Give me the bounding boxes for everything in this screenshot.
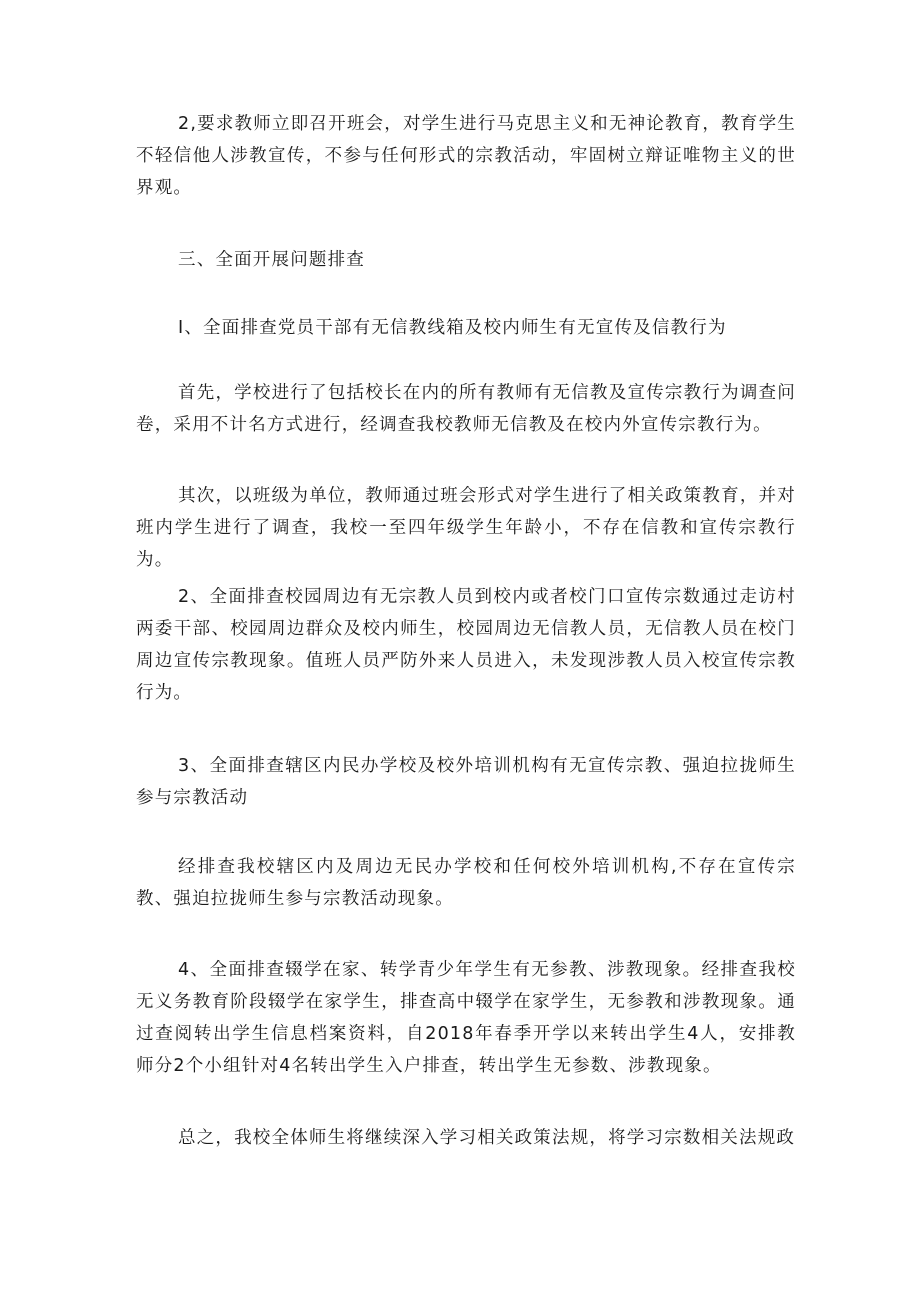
paragraph-item-4: 4、全面排查辍学在家、转学青少年学生有无参教、涉教现象。经排查我校无义务教育阶段辍学在家学生，排查高中辍学在家学生，无参教和涉教现象。通过查阅转出学生信息档案资料，自2018年春季开学以来转出学生4人，安排教师分2个小组针对4名转出学生入户排查，转出学生无参数、涉教现象。 — [136, 960, 796, 1076]
paragraph-second: 其次，以班级为单位，教师通过班会形式对学生进行了相关政策教育，并对班内学生进行了调查，我校一至四年级学生年龄小，不存在信教和宣传宗教行为。 — [136, 486, 796, 570]
paragraph-item-3: 3、全面排查辖区内民办学校及校外培训机构有无宣传宗教、强迫拉拢师生参与宗教活动 — [136, 756, 796, 808]
paragraph-conclusion: 总之，我校全体师生将继续深入学习相关政策法规，将学习宗数相关法规政 — [178, 1128, 796, 1148]
paragraph-item-2: 2、全面排查校园周边有无宗教人员到校内或者校门口宣传宗数通过走访村两委干部、校园周边群众及校内师生，校园周边无信教人员，无信教人员在校门周边宣传宗教现象。值班人员严防外来人员进入，未发现涉教人员入校宣传宗教行为。 — [136, 587, 796, 703]
section-heading-3: 三、全面开展问题排查 — [178, 250, 365, 270]
paragraph-first: 首先，学校进行了包括校长在内的所有教师有无信教及宣传宗教行为调查问卷，采用不计名方式进行，经调查我校教师无信教及在校内外宣传宗教行为。 — [136, 383, 796, 435]
paragraph-class-meeting: 2,要求教师立即召开班会，对学生进行马克思主义和无神论教育，教育学生不轻信他人涉教宣传，不参与任何形式的宗教活动，牢固树立辩证唯物主义的世界观。 — [136, 114, 796, 198]
paragraph-item-3-result: 经排查我校辖区内及周边无民办学校和任何校外培训机构,不存在宣传宗教、强迫拉拢师生参与宗教活动现象。 — [136, 857, 796, 909]
subheading-1: I、全面排查党员干部有无信教线箱及校内师生有无宣传及信教行为 — [178, 318, 727, 338]
